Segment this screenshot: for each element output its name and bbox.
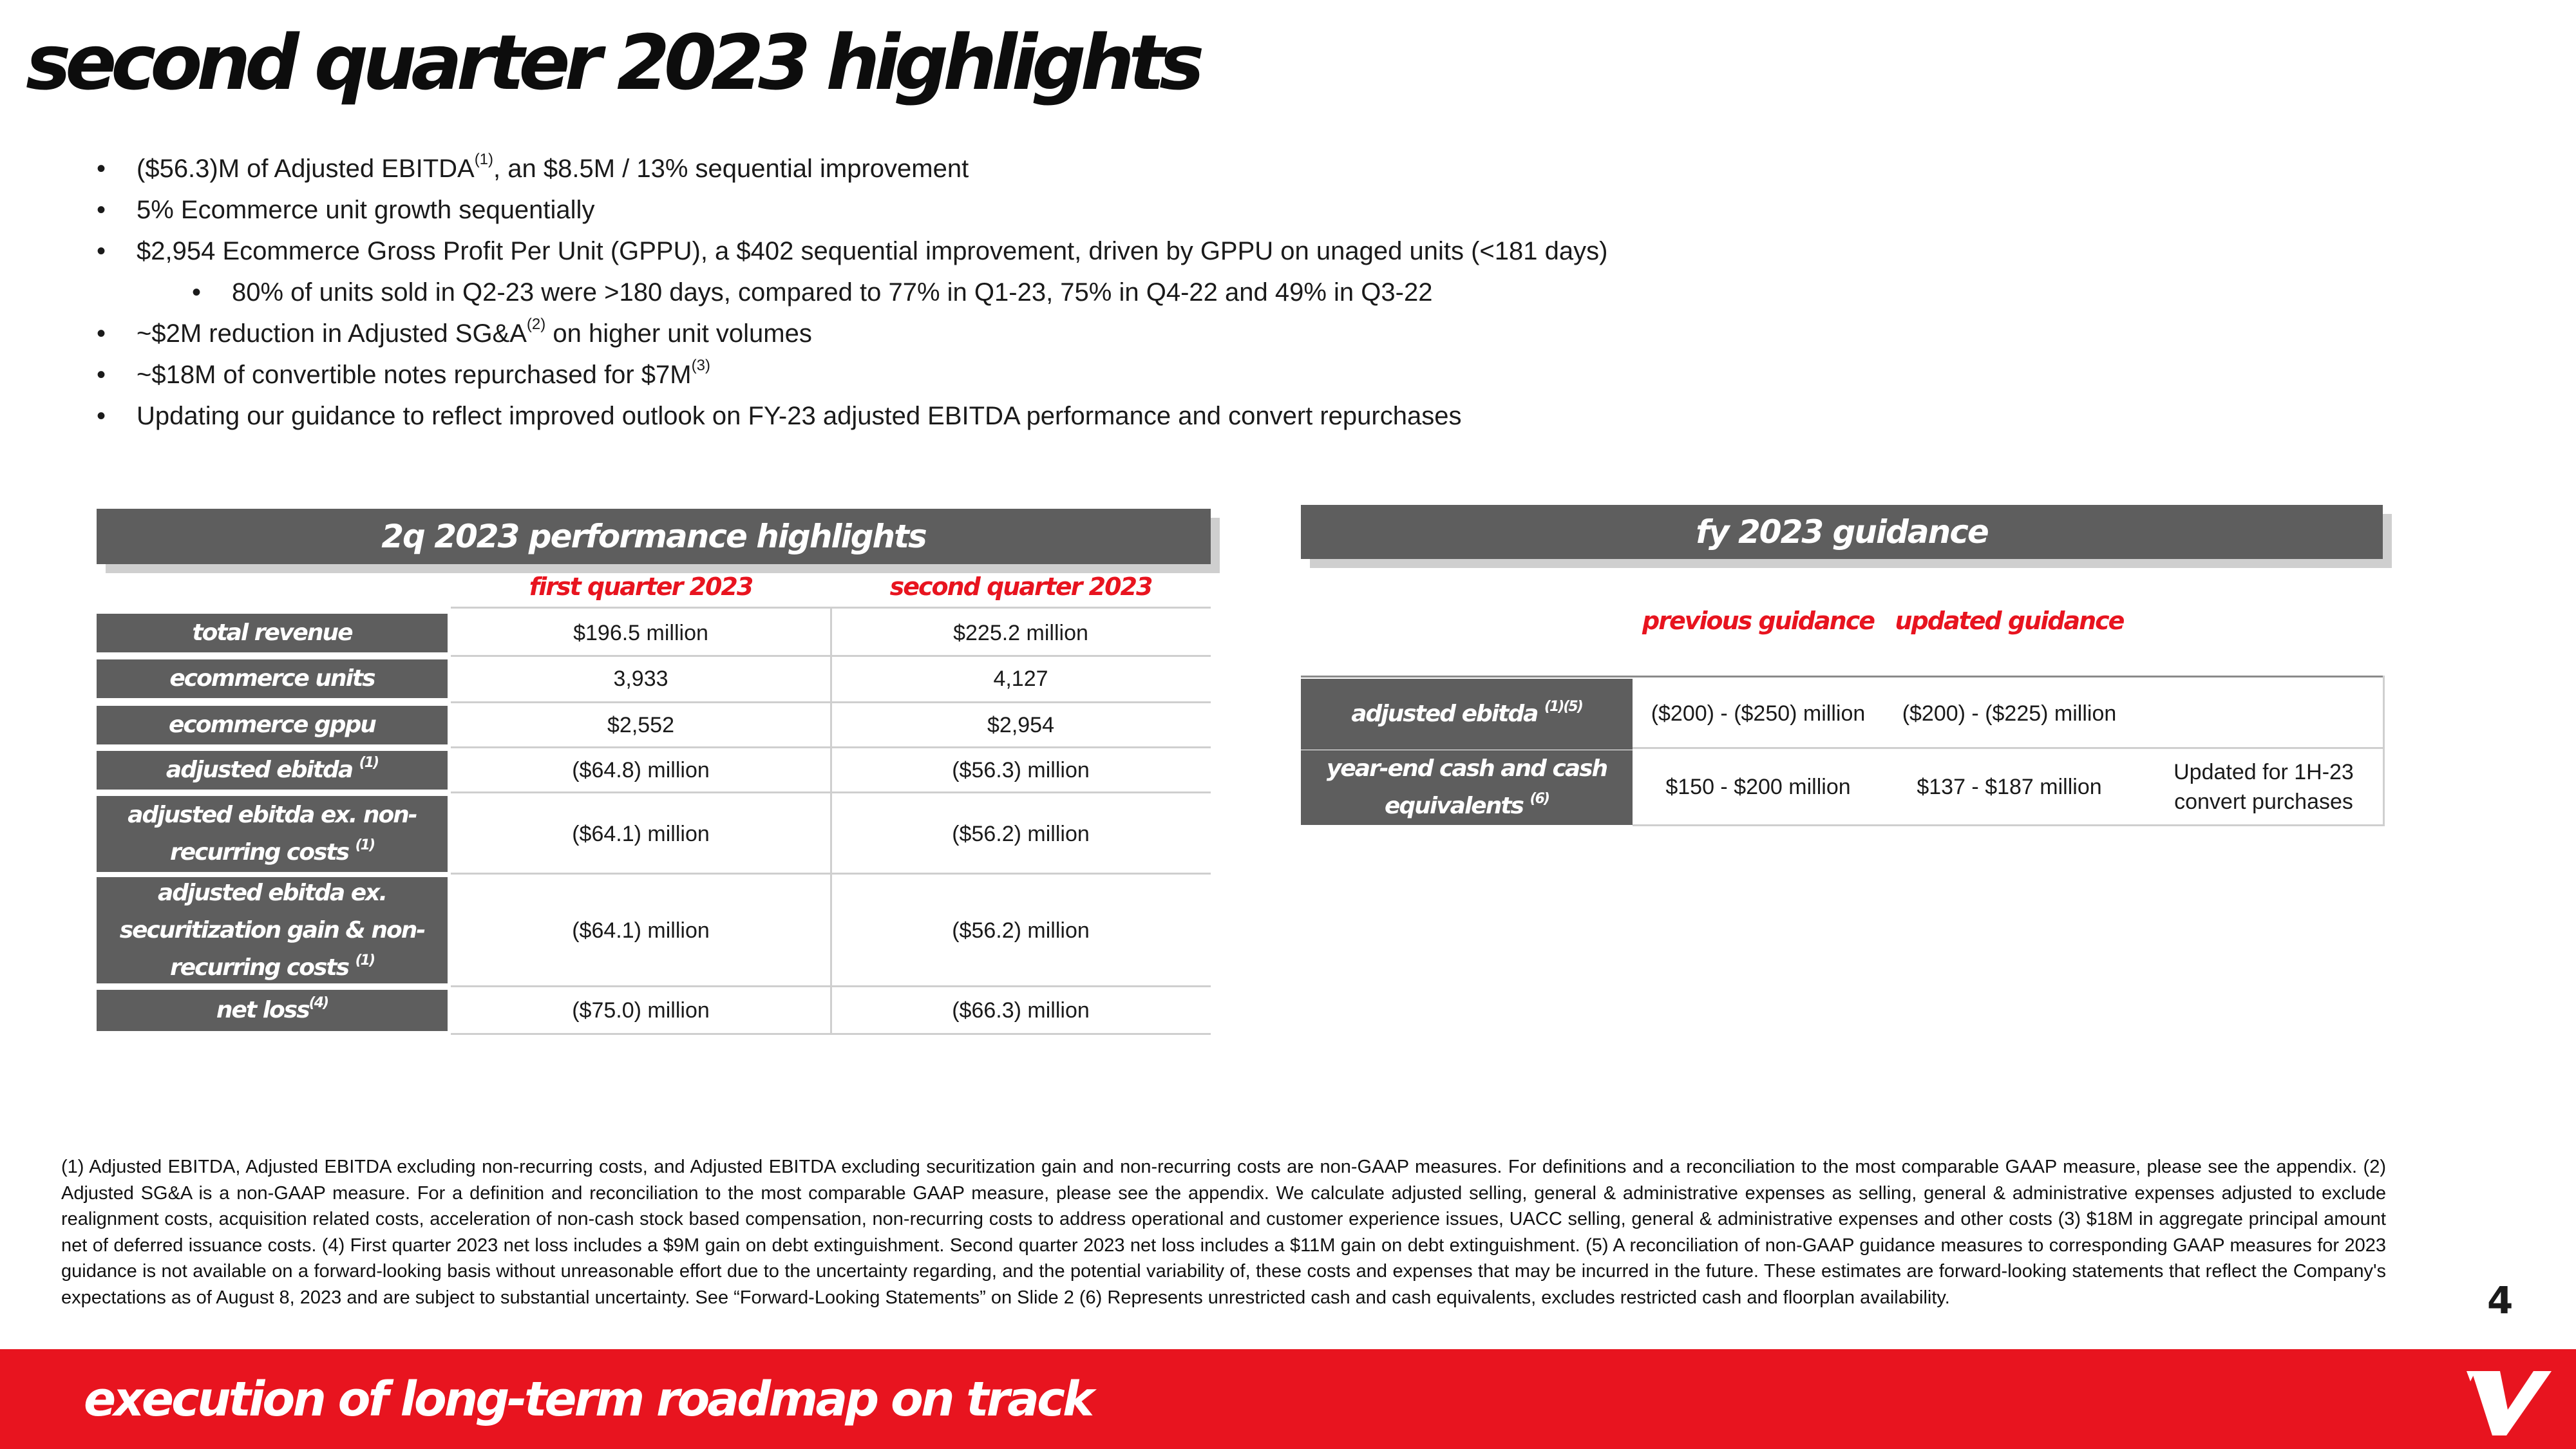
cell-ecommerce-units-q1: 3,933 xyxy=(613,667,668,691)
page-number: 4 xyxy=(2487,1278,2514,1322)
cell-adjusted-ebitda-q2: ($56.3) million xyxy=(952,758,1090,782)
list-item: • Updating our guidance to reflect improved outlook on FY-23 adjusted EBITDA performance and convert repurchases xyxy=(97,395,2415,437)
row-label-adjusted-ebitda: adjusted ebitda $^{(1)}$ xyxy=(97,751,448,790)
footer-bar xyxy=(0,1349,2576,1449)
row-label-year-end-cash: year-end cash and cash equivalents $^{(6)}$ xyxy=(1301,750,1633,825)
row-label-total-revenue: total revenue xyxy=(97,614,448,652)
row-label-ecommerce-gppu: ecommerce gppu xyxy=(97,706,448,744)
footer-tagline: execution of long-term roadmap on track xyxy=(84,1372,1092,1427)
list-item: • ~$2M reduction in Adjusted $SG\&A^{(2)}$ on higher unit volumes xyxy=(97,313,2415,354)
list-item: • ~$18M of convertible notes repurchased for $\$7M^{(3)}$ xyxy=(97,354,2415,395)
cell-ecommerce-gppu-q1: $2,552 xyxy=(607,713,674,737)
cell-adjusted-ebitda-q1: ($64.8) million xyxy=(572,758,710,782)
footnote: (1) Adjusted EBITDA, Adjusted EBITDA excluding non-recurring costs, and Adjusted EBITDA excluding securitization gain and non-recurring costs are non-GAAP measures. For definitions and a reconciliation to the most comparable GAAP measure, please see the appendix. (2) Adjusted SG&A is a non-GAAP measure. For a definition and reconciliation to the most comparable GAAP measure, please see the appendix. We calculate adjusted selling, general & administrative expenses as selling, general & administrative expenses adjusted to exclude realignment costs, acquisition related costs, acceleration of non-cash stock based compensation, non-recurring costs to address operational and customer experience issues, UACC selling, general & administrative expenses and other costs (3) $18M in aggregate principal amount net of deferred issuance costs. (4) First quarter 2023 net loss includes a $9M gain on debt extinguishment. Second quarter 2023 net loss includes a $11M gain on debt extinguishment. (5) A reconciliation of non-GAAP guidance measures to corresponding GAAP measures for 2023 guidance is not available on a forward-looking basis without unreasonable effort due to the uncertainty regarding, and the potential variability of, these costs and expenses that may be incurred in the future. These estimates are forward-looking statements that reflect the Company's expectations as of August 8, 2023 and are subject to substantial uncertainty. See “Forward-Looking Statements” on Slide 2 (6) Represents unrestricted cash and cash equivalents, excludes restricted cash and floorplan availability. xyxy=(61,1157,2386,1308)
guidance-table-header: fy 2023 guidance xyxy=(1301,505,2383,559)
cell-cash-note: Updated for 1H-23 convert purchases xyxy=(2174,760,2354,814)
cell-total-revenue-q2: $225.2 million xyxy=(953,621,1088,645)
list-item: • 5% Ecommerce unit growth sequentially xyxy=(97,189,2415,231)
cell-adjusted-ebitda-ex-securitization-q2: ($56.2) million xyxy=(952,918,1090,943)
cell-ebitda-previous: ($200) - ($250) million xyxy=(1651,701,1866,726)
vroom-logo-icon xyxy=(2467,1363,2553,1439)
cell-adjusted-ebitda-ex-non-recurring-q2: ($56.2) million xyxy=(952,822,1090,846)
row-label-adjusted-ebitda-ex-securitization: adjusted ebitda ex. securitization gain & non-recurring costs $^{(1)}$ xyxy=(97,877,448,983)
page-title: second quarter 2023 highlights xyxy=(26,18,1199,107)
cell-ebitda-updated: ($200) - ($225) million xyxy=(1902,701,2117,726)
list-item: • $2,954 Ecommerce Gross Profit Per Unit (GPPU), a $402 sequential improvement, driven by GPPU on unaged units (<181 days) xyxy=(97,231,2415,272)
cell-cash-updated: $137 - $187 million xyxy=(1917,775,2102,799)
list-item: • ($56.3)M of Adjusted EBITDA$^{(1)}$, an $8.5M / 13% sequential improvement xyxy=(97,148,2415,189)
row-label-ecommerce-units: ecommerce units xyxy=(97,659,448,698)
cell-cash-previous: $150 - $200 million xyxy=(1665,775,1851,799)
row-label-adjusted-ebitda-guidance: adjusted ebitda $^{(1)(5)}$ xyxy=(1301,679,1633,750)
column-header-updated: updated guidance xyxy=(1895,607,2124,635)
column-header-q1: first quarter 2023 xyxy=(529,573,753,601)
column-header-previous: previous guidance xyxy=(1642,607,1874,635)
performance-table-header: 2q 2023 performance highlights xyxy=(97,509,1211,564)
list-sub-item: • 80% of units sold in Q2-23 were >180 days, compared to 77% in Q1-23, 75% in Q4-22 and 49% in Q3-22 xyxy=(192,272,2415,313)
cell-adjusted-ebitda-ex-non-recurring-q1: ($64.1) million xyxy=(572,822,710,846)
cell-ecommerce-gppu-q2: $2,954 xyxy=(987,713,1054,737)
highlights-list xyxy=(97,148,2415,437)
row-label-adjusted-ebitda-ex-non-recurring: adjusted ebitda ex. non-recurring costs $^{(1)}$ xyxy=(97,796,448,872)
cell-net-loss-q2: ($66.3) million xyxy=(952,998,1090,1023)
cell-adjusted-ebitda-ex-securitization-q1: ($64.1) million xyxy=(572,918,710,943)
column-header-q2: second quarter 2023 xyxy=(889,573,1152,601)
row-label-net-loss: net loss$^{(4)}$ xyxy=(97,990,448,1031)
cell-net-loss-q1: ($75.0) million xyxy=(572,998,710,1023)
cell-ecommerce-units-q2: 4,127 xyxy=(993,667,1048,691)
cell-total-revenue-q1: $196.5 million xyxy=(573,621,708,645)
